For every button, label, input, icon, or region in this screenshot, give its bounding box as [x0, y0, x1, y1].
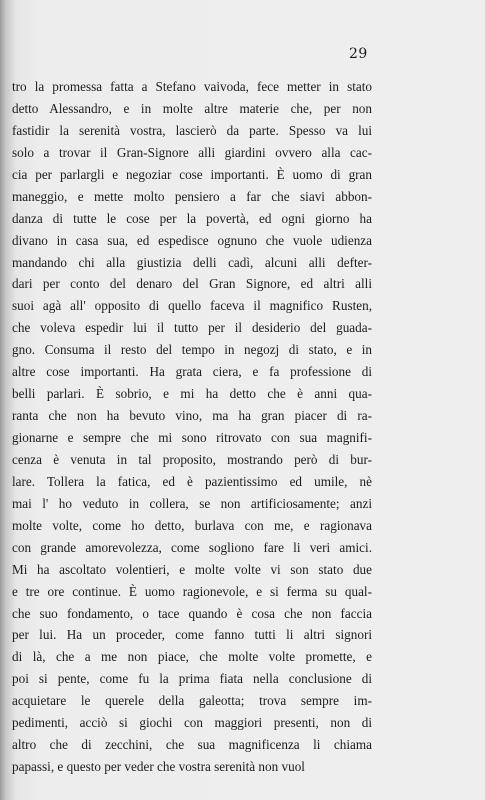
- text-line: altre cose importanti. Ha grata ciera, e fa professione di: [12, 364, 372, 380]
- text-line: che voleva espedir lui il tutto per il desiderio del guada-: [12, 320, 372, 336]
- text-line: danza di tutte le cose per la povertà, ed ogni giorno ha: [12, 210, 372, 226]
- text-line: e tre ore continue. È uomo ragionevole, e si ferma su qual-: [12, 583, 372, 599]
- text-line: Mi ha ascoltato volentieri, e molte volte vi son stato due: [12, 561, 372, 577]
- text-line: fastidir la serenità vostra, lascierò da parte. Spesso va lui: [12, 122, 372, 138]
- text-line: suoi agà all' opposito di quello faceva il magnifico Rusten,: [12, 298, 372, 314]
- text-line: di là, che a me non piace, che molte volte promette, e: [12, 649, 372, 665]
- text-line: dari per conto del denaro del Gran Signore, ed altri alli: [12, 276, 372, 292]
- text-line: acquietare le querele della galeotta; trova sempre im-: [12, 693, 372, 709]
- text-line: poi si pente, come fu la prima fiata nella conclusione di: [12, 671, 372, 687]
- text-line: gionarne e sempre che mi sono ritrovato con sua magnifi-: [12, 430, 372, 445]
- text-line: papassi, e questo per veder che vostra serenità non vuol: [12, 759, 305, 775]
- text-line: solo a trovar il Gran-Signore alli giardini ovvero alla cac-: [12, 144, 372, 160]
- text-line: tro la promessa fatta a Stefano vaivoda, fece metter in stato: [12, 79, 372, 94]
- text-line: mandando chi alla giustizia delli cadì, alcuni alli defter-: [12, 254, 372, 270]
- text-line: divano in casa sua, ed espedisce ognuno che vuole udienza: [12, 232, 372, 248]
- text-line: molte volte, come ho detto, burlava con me, e ragionava: [12, 517, 372, 533]
- text-line: che suo fondamento, o tace quando è cosa che non faccia: [12, 605, 372, 621]
- text-line: lare. Tollera la fatica, ed è pazientissimo ed umile, nè: [12, 473, 372, 489]
- text-line: detto Alessandro, e in molte altre materie che, per non: [12, 100, 372, 116]
- text-line: cenza è venuta in tal proposito, mostrando però di bur-: [12, 451, 372, 467]
- text-line: gno. Consuma il resto del tempo in negozj di stato, e in: [12, 342, 372, 358]
- text-line: ranta che non ha bevuto vino, ma ha gran piacer di ra-: [12, 408, 372, 424]
- body-text: [12, 76, 372, 778]
- text-line: per lui. Ha un proceder, come fanno tutti li altri signori: [12, 627, 372, 643]
- text-line: altro che di zecchini, che sua magnificenza li chiama: [12, 737, 372, 753]
- text-line: mai l' ho veduto in collera, se non artificiosamente; anzi: [12, 495, 372, 511]
- text-line: pedimenti, acciò si giochi con maggiori presenti, non di: [12, 715, 372, 731]
- text-line: belli parlari. È sobrio, e mi ha detto che è anni qua-: [12, 386, 372, 402]
- text-line: maneggio, e mette molto pensiero a far che siavi abbon-: [12, 188, 372, 204]
- text-line: con grande amorevolezza, come sogliono fare li veri amici.: [12, 539, 372, 555]
- text-line: cia per parlargli e negoziar cose importanti. È uomo di gran: [12, 166, 372, 182]
- page-number: 29: [349, 46, 368, 62]
